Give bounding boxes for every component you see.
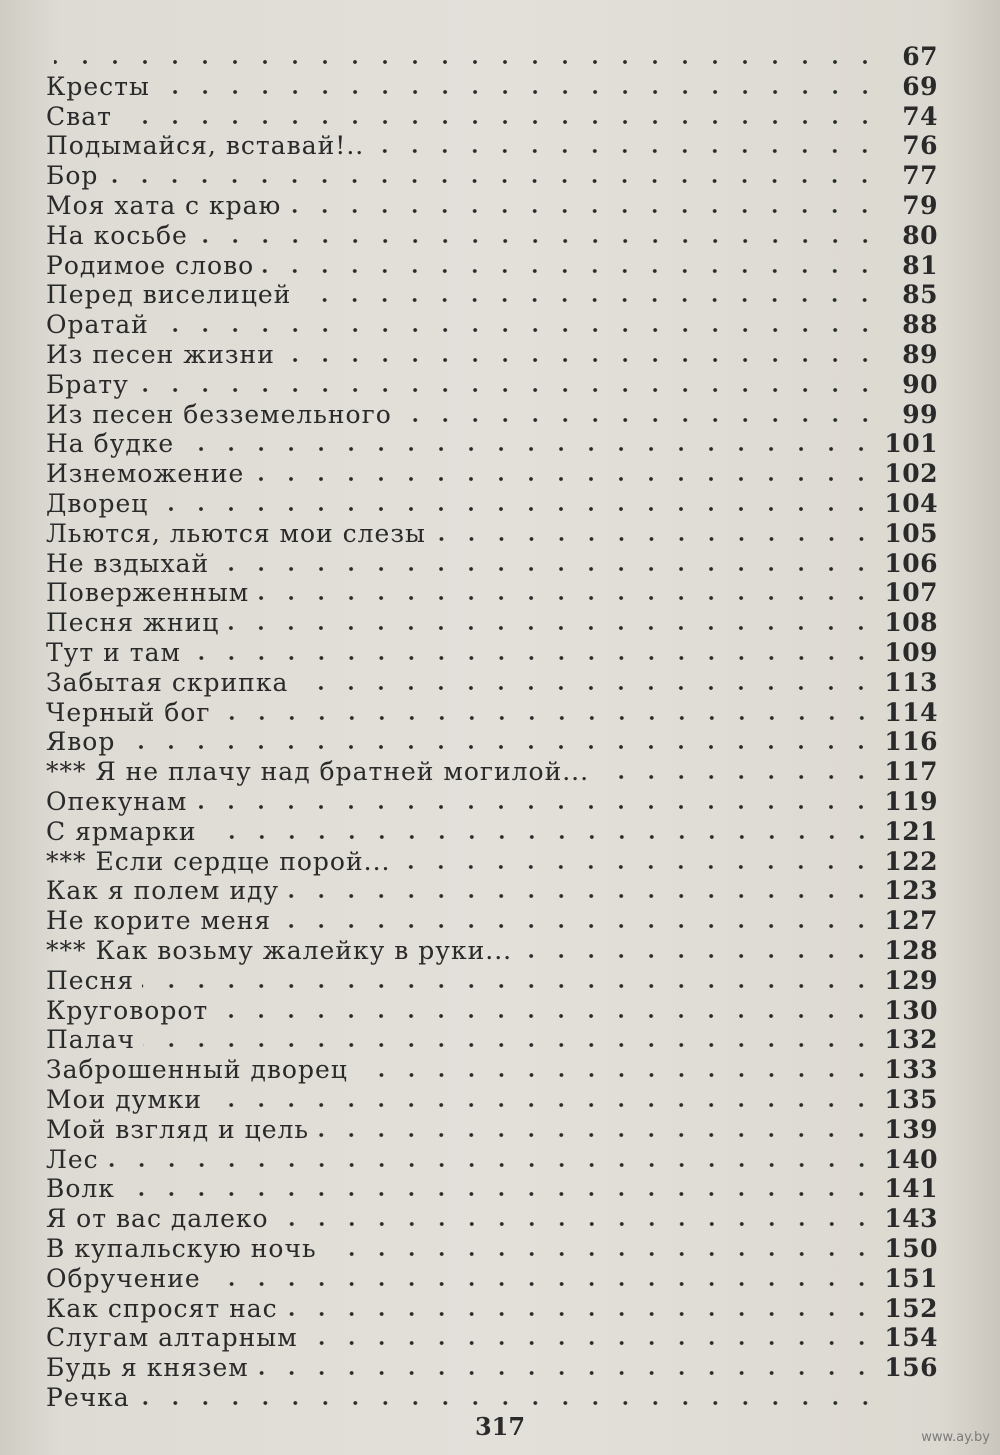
toc-entry-page: 90 [902,369,938,399]
toc-entry [46,1294,938,1324]
toc-entry-page: 69 [902,71,938,101]
toc-entry-title: Льются, льются мои слезы [46,518,426,548]
toc-entry-title: Сват [46,101,112,131]
toc-entry-page: 79 [902,191,938,220]
toc-entry [46,1234,938,1264]
toc-entry [46,459,938,489]
toc-entry [46,1025,938,1055]
toc-entry-title: *** Если сердце порой... [46,846,391,876]
toc-entry-title: Песня жниц [46,608,220,638]
toc-entry [46,1174,938,1204]
dot-leader [283,357,880,363]
toc-entry [46,519,938,549]
toc-entry-page: 89 [902,340,938,369]
toc-entry [46,876,938,906]
toc-entry-title: Не вздыхай [46,548,210,578]
dot-leader [123,744,876,750]
toc-entry [46,1115,938,1145]
toc-entry-page: 77 [902,161,938,191]
dot-leader [277,1221,877,1227]
dot-leader [158,89,880,95]
toc-entry-title: Круговорот [46,995,209,1025]
toc-entry-title: Черный бог [46,697,211,727]
toc-entry-title: Слугам алтарным [46,1323,298,1353]
dot-leader [216,1013,876,1019]
toc-entry-page: 141 [884,1174,938,1204]
toc-entry [46,817,938,847]
toc-entry-page: 80 [902,220,938,250]
toc-entry-title: Родимое слово [46,250,255,280]
watermark: www.ay.by [921,1430,990,1445]
toc-entry-page: 127 [884,906,938,936]
dot-leader [257,1370,877,1376]
toc-entry-page: 105 [884,518,938,548]
toc-entry [46,638,938,668]
toc-entry-page: 132 [884,1025,938,1055]
toc-entry [46,221,938,251]
dot-leader [325,1251,877,1257]
toc-entry [46,668,938,698]
dot-leader [306,1340,877,1346]
toc-entry [46,698,938,728]
toc-entry [46,1204,938,1234]
toc-entry [46,1145,938,1175]
dot-leader [138,1400,880,1406]
dot-leader [257,595,876,601]
toc-entry-title: Мой взгляд и цель [46,1114,310,1144]
toc-entry-page: 152 [884,1293,938,1323]
dot-leader [296,685,876,691]
toc-entry-title: Брату [46,369,129,399]
toc-entry [46,251,938,281]
toc-entry-title: Лес [46,1144,99,1174]
toc-entry-page: 121 [884,816,938,846]
toc-entry-page: 140 [884,1144,938,1174]
dot-leader [182,446,876,452]
toc-entry [46,906,938,936]
toc-entry-page: 150 [884,1234,938,1263]
toc-entry [46,578,938,608]
toc-entry-page: 104 [884,489,938,518]
toc-entry-title: Из песен жизни [46,340,275,369]
dot-leader [227,625,876,631]
dot-leader [287,893,876,899]
dot-leader [520,953,876,959]
dot-leader [279,923,876,929]
dot-leader [217,566,876,572]
dot-leader [372,148,880,154]
dot-leader [400,417,880,423]
toc-entry-title: Опекунам [46,787,188,816]
toc-entry-title: *** Я не плачу над братней могилой... [46,757,590,787]
toc-entry-page: 85 [902,280,938,310]
toc-entry [46,1353,938,1383]
toc-entry-page: 81 [902,250,938,280]
toc-entry [46,280,938,310]
toc-entry [46,787,938,817]
toc-entry [46,370,938,400]
dot-leader [286,1311,877,1317]
toc-entry-page: 107 [884,578,938,608]
toc-entry [46,1383,938,1413]
toc-entry [46,429,938,459]
dot-leader [299,297,880,303]
dot-leader [597,774,876,780]
toc-entry-page: 122 [884,846,938,876]
toc-entry-page: 156 [884,1353,938,1383]
toc-entry [46,489,938,519]
toc-entry [46,1055,938,1085]
toc-entry-page: 101 [884,429,938,459]
dot-leader [317,1132,876,1138]
toc-entry-title: Песня [46,965,135,995]
toc-entry-title: Бор [46,161,99,191]
toc-entry [46,757,938,787]
dot-leader [123,1191,876,1197]
dot-leader [106,178,880,184]
toc-entry-title: Дворец [46,489,149,518]
toc-entry-page: 113 [884,667,938,697]
toc-entry-page: 128 [884,936,938,965]
toc-entry-title: Кресты [46,71,150,101]
toc-entry-page: 106 [884,548,938,578]
toc-entry [46,727,938,757]
toc-entry-title: Оратай [46,310,149,340]
page-number: 317 [474,1412,526,1441]
dot-leader [54,59,880,65]
toc-entry-page: 135 [884,1085,938,1114]
toc-entry-title: Тут и там [46,638,181,667]
toc-entry [46,72,938,102]
toc-entry-title: Как спросят нас [46,1293,278,1323]
toc-entry-page: 88 [902,310,938,340]
toc-entry-page: 123 [884,876,938,906]
toc-entry-title: Моя хата с краю [46,191,282,220]
toc-entry-title: Как я полем иду [46,876,280,906]
dot-leader [157,327,880,333]
toc-entry [46,936,938,966]
toc-entry-title: Явор [46,727,116,757]
dot-leader [189,655,876,661]
toc-entry [46,549,938,579]
toc-entry-title: Палач [46,1025,136,1055]
dot-leader [210,1102,876,1108]
dot-leader [137,387,880,393]
toc-entry-title: Изнеможение [46,459,245,489]
dot-leader [156,506,876,512]
toc-entry-title: В купальскую ночь [46,1234,317,1263]
toc-entry-title: Поверженным [46,578,250,608]
dot-leader [219,715,877,721]
toc-entry [46,340,938,370]
toc-entry-page: 133 [884,1055,938,1085]
dot-leader [252,476,876,482]
dot-leader [107,1162,877,1168]
toc-entry-page: 154 [884,1323,938,1353]
toc-entry-title: На будке [46,429,175,459]
toc-entry-page: 99 [902,399,938,429]
dot-leader [205,834,877,840]
toc-entry [46,400,938,430]
toc-entry-title: Будь я князем [46,1353,249,1383]
toc-entry-page: 108 [884,608,938,638]
toc-entry-title: Из песен безземельного [46,399,392,429]
dot-leader [143,1042,876,1048]
toc-entry-title: *** Как возьму жалейку в руки... [46,936,513,965]
toc-entry-title: На косьбе [46,220,188,250]
toc-entry-title: Не корите меня [46,906,272,936]
toc-entry-page: 109 [884,638,938,667]
toc-entry [46,161,938,191]
toc-entry [46,1264,938,1294]
toc-entry-page: 67 [902,42,938,71]
dot-leader [356,1072,876,1078]
toc-entry-title: Заброшенный дворец [46,1055,348,1085]
dot-leader [142,983,876,989]
toc-entry-page: 117 [884,757,938,787]
toc-entry [46,966,938,996]
toc-entry [46,102,938,132]
toc-entry-page: 143 [884,1204,938,1234]
toc-entry-page: 114 [884,697,938,727]
toc-entry-title: Перед виселицей [46,280,292,310]
dot-leader [398,864,876,870]
toc-entry-title: Подымайся, вставай!.. [46,131,365,161]
toc-entry-page: 129 [884,965,938,995]
toc-entry [46,847,938,877]
toc-entry-page: 76 [902,131,938,161]
toc-entry-title: Я от вас далеко [46,1204,269,1234]
toc-entry-page: 139 [884,1114,938,1144]
toc-entry-title: С ярмарки [46,816,197,846]
toc-entry-page: 119 [884,787,938,816]
toc-entry [46,42,938,72]
toc-entry-page: 74 [902,101,938,131]
dot-leader [289,208,880,214]
toc-entry-title: Волк [46,1174,115,1204]
dot-leader [209,1281,877,1287]
toc-entry [46,996,938,1026]
dot-leader [120,119,880,125]
dot-leader [262,268,880,274]
toc-entry-title: Мои думки [46,1085,203,1114]
toc-entry [46,608,938,638]
toc-entry-page: 151 [884,1263,938,1293]
toc-entry [46,131,938,161]
toc-entry-page: 102 [884,459,938,489]
toc-entry [46,1085,938,1115]
toc-entry-page: 116 [884,727,938,757]
dot-leader [195,804,876,810]
toc-entry-page: 130 [884,995,938,1025]
toc-entry-title: Забытая скрипка [46,667,289,697]
toc-entry [46,191,938,221]
toc-entry-title: Обручение [46,1263,201,1293]
toc-entry [46,310,938,340]
toc-entry [46,1323,938,1353]
dot-leader [434,536,876,542]
toc-entry-title: Речка [46,1383,130,1412]
dot-leader [196,238,880,244]
